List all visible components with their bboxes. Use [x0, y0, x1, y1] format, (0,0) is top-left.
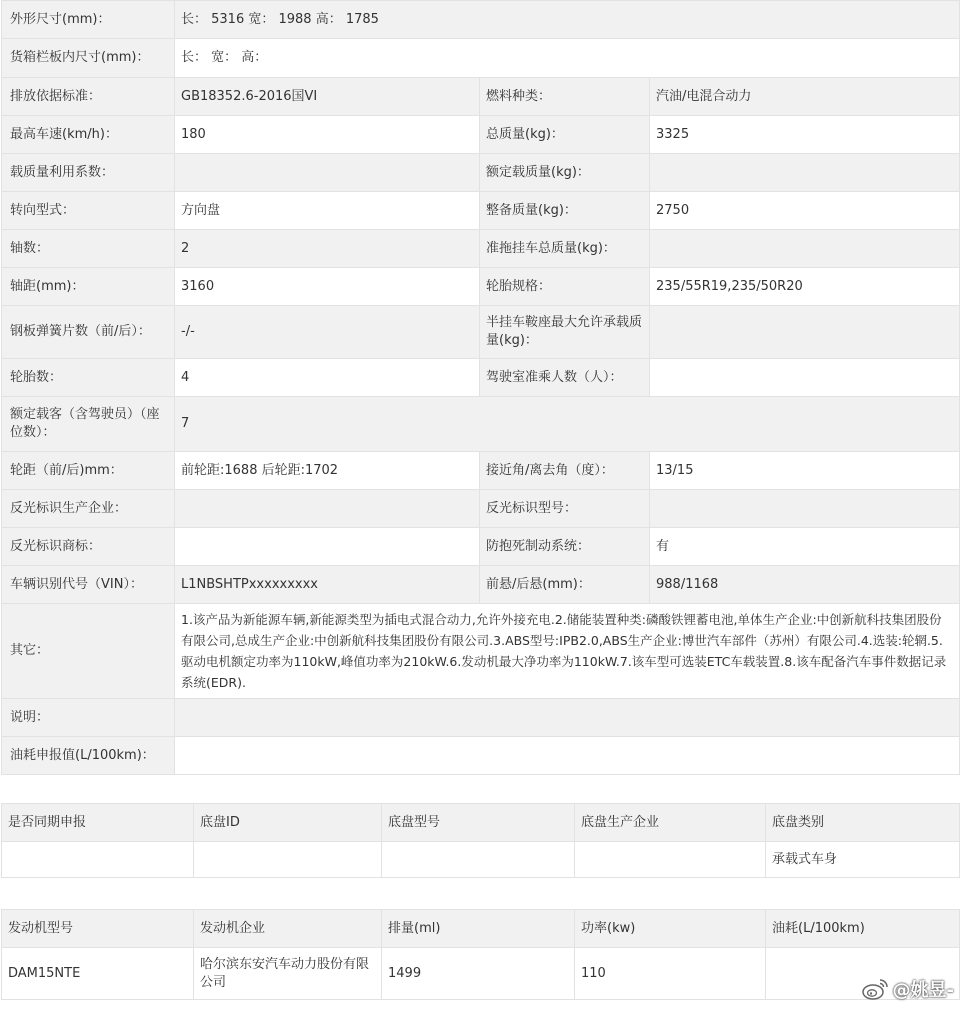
spec-value [175, 528, 480, 566]
spec-row [2, 39, 960, 78]
engine-header: 功率(kw) [575, 910, 766, 948]
spec-row [2, 604, 960, 699]
engine-cell: 1499 [382, 948, 575, 1000]
spec-label: 接近角/离去角（度）： [480, 452, 650, 490]
spec-value [650, 359, 960, 397]
spec-label: 车辆识别代号（VIN）： [2, 566, 175, 604]
engine-header: 发动机企业 [194, 910, 382, 948]
chassis-header: 底盘类别 [766, 804, 960, 842]
spec-value: 3325 [650, 116, 960, 154]
spec-row [2, 359, 960, 397]
spec-row [2, 737, 960, 775]
spec-value: 2 [175, 230, 480, 268]
spec-label: 反光标识型号： [480, 490, 650, 528]
spec-row [2, 78, 960, 116]
chassis-header: 底盘ID [194, 804, 382, 842]
watermark [861, 975, 954, 1003]
chassis-table [1, 803, 960, 878]
spec-table [1, 0, 960, 775]
spec-value [175, 699, 960, 737]
spec-label: 货箱栏板内尺寸(mm)： [2, 39, 175, 78]
other-notes: 1.该产品为新能源车辆,新能源类型为插电式混合动力,允许外接充电.2.储能装置种类:磷酸铁锂蓄电池,单体生产企业:中创新航科技集团股份有限公司,总成生产企业:中创新航科技集团股份有限公司.3.ABS型号:IPB2.0,ABS生产企业:博世汽车部件（苏州）有限公司.4.选装:轮辋.5.驱动电机额定功率为110kW,峰值功率为210kW.6.发动机最大净功率为110kW.7.该车型可选装ETC车载装置.8.该车配备汽车事件数据记录系统(EDR). [175, 604, 960, 699]
spec-row [2, 452, 960, 490]
chassis-cell [382, 842, 575, 878]
spec-value: 前轮距:1688 后轮距:1702 [175, 452, 480, 490]
chassis-data-row [2, 842, 960, 878]
spec-row [2, 306, 960, 359]
spec-row [2, 230, 960, 268]
spec-label: 燃料种类： [480, 78, 650, 116]
spec-label: 防抱死制动系统： [480, 528, 650, 566]
spec-label: 外形尺寸(mm)： [2, 1, 175, 39]
spec-value [650, 490, 960, 528]
chassis-header: 底盘型号 [382, 804, 575, 842]
spec-label: 其它： [2, 604, 175, 699]
chassis-cell [575, 842, 766, 878]
spec-label: 轴数： [2, 230, 175, 268]
spec-row [2, 192, 960, 230]
spec-label: 油耗申报值(L/100km)： [2, 737, 175, 775]
spec-value [650, 306, 960, 359]
spec-row [2, 154, 960, 192]
spec-value: 7 [175, 397, 960, 452]
spec-value [175, 737, 960, 775]
spec-row [2, 116, 960, 154]
spec-row [2, 566, 960, 604]
engine-header: 油耗(L/100km) [766, 910, 960, 948]
spec-row [2, 268, 960, 306]
spec-value: 3160 [175, 268, 480, 306]
spec-label: 轮胎规格： [480, 268, 650, 306]
spec-label: 载质量利用系数： [2, 154, 175, 192]
spec-label: 前悬/后悬(mm)： [480, 566, 650, 604]
chassis-header-row [2, 804, 960, 842]
spec-label: 轮距（前/后)mm： [2, 452, 175, 490]
spec-value [175, 154, 480, 192]
spec-label: 排放依据标准： [2, 78, 175, 116]
engine-header: 发动机型号 [2, 910, 194, 948]
spec-value: 4 [175, 359, 480, 397]
spec-row [2, 528, 960, 566]
spec-label: 说明： [2, 699, 175, 737]
spec-value: 235/55R19,235/50R20 [650, 268, 960, 306]
engine-table [1, 909, 960, 1000]
spec-value [175, 490, 480, 528]
spec-label: 额定载质量(kg)： [480, 154, 650, 192]
watermark-text: @姚昱- [892, 980, 954, 1001]
chassis-header: 是否同期申报 [2, 804, 194, 842]
spec-value: 180 [175, 116, 480, 154]
spec-value: L1NBSHTPxxxxxxxxx [175, 566, 480, 604]
spec-value: 988/1168 [650, 566, 960, 604]
spec-value: GB18352.6-2016国VI [175, 78, 480, 116]
chassis-cell [2, 842, 194, 878]
spec-label: 半挂车鞍座最大允许承载质量(kg)： [480, 306, 650, 359]
spec-label: 钢板弹簧片数（前/后）： [2, 306, 175, 359]
spec-value: 13/15 [650, 452, 960, 490]
spec-row [2, 1, 960, 39]
engine-cell: 110 [575, 948, 766, 1000]
spec-value [650, 230, 960, 268]
chassis-cell [194, 842, 382, 878]
spec-label: 反光标识生产企业： [2, 490, 175, 528]
spec-value: 长： 宽： 高： [175, 39, 960, 78]
spec-value: 有 [650, 528, 960, 566]
engine-header: 排量(ml) [382, 910, 575, 948]
spec-value: 汽油/电混合动力 [650, 78, 960, 116]
spec-label: 轴距(mm)： [2, 268, 175, 306]
spec-value [650, 154, 960, 192]
engine-data-row [2, 948, 960, 1000]
spec-row [2, 490, 960, 528]
spec-label: 准拖挂车总质量(kg)： [480, 230, 650, 268]
spec-label: 额定载客（含驾驶员）（座位数）： [2, 397, 175, 452]
chassis-header: 底盘生产企业 [575, 804, 766, 842]
spec-value: 方向盘 [175, 192, 480, 230]
spec-row [2, 397, 960, 452]
weibo-icon [861, 977, 889, 1001]
chassis-cell: 承载式车身 [766, 842, 960, 878]
spec-label: 整备质量(kg)： [480, 192, 650, 230]
spec-value: 长： 5316 宽： 1988 高： 1785 [175, 1, 960, 39]
engine-cell: 哈尔滨东安汽车动力股份有限公司 [194, 948, 382, 1000]
spec-label: 最高车速(km/h)： [2, 116, 175, 154]
spec-label: 反光标识商标： [2, 528, 175, 566]
engine-header-row [2, 910, 960, 948]
spec-label: 驾驶室准乘人数（人）： [480, 359, 650, 397]
engine-cell: DAM15NTE [2, 948, 194, 1000]
spec-value: 2750 [650, 192, 960, 230]
spec-row [2, 699, 960, 737]
spec-value: -/- [175, 306, 480, 359]
spec-label: 总质量(kg)： [480, 116, 650, 154]
spec-label: 转向型式： [2, 192, 175, 230]
spec-label: 轮胎数： [2, 359, 175, 397]
